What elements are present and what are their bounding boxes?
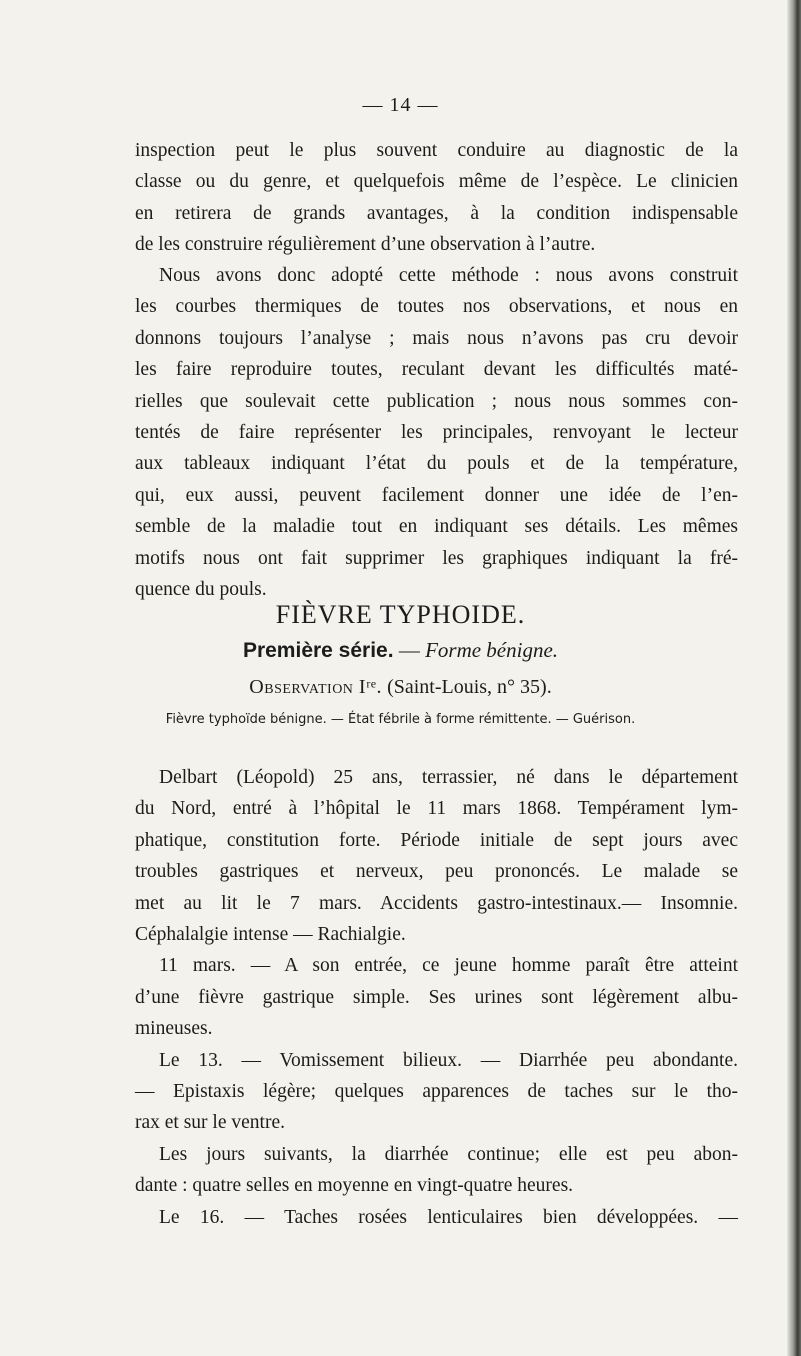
series-heading: [0, 638, 801, 663]
text-line: Delbart (Léopold) 25 ans, terrassier, né dans le département: [159, 767, 738, 788]
text-line: du Nord, entré à l’hôpital le 11 mars 1868. Tempérament lym-: [135, 798, 738, 820]
text-line: Le 16. — Taches rosées lenticulaires bien développées. —: [159, 1206, 738, 1228]
series-form: Forme bénigne.: [425, 638, 559, 662]
text-line: rax et sur le ventre.: [135, 1112, 285, 1134]
text-line: 11 mars. — A son entrée, ce jeune homme paraît être atteint: [159, 955, 738, 977]
text-line: Les jours suivants, la diarrhée continue; elle est peu abon-: [159, 1143, 738, 1165]
text-line: troubles gastriques et nerveux, peu prononcés. Le malade se: [135, 861, 738, 883]
text-line: Céphalalgie intense — Rachialgie.: [135, 924, 406, 946]
text-line: d’une fièvre gastrique simple. Ses urines sont légèrement albu-: [135, 986, 738, 1008]
observation-subtitle: Fièvre typhoïde bénigne. — État fébrile à forme rémittente. — Guérison.: [165, 712, 636, 727]
observation-location: (Saint-Louis, n° 35).: [382, 676, 552, 698]
text-line: inspection peut le plus souvent conduire au diagnostic de la: [135, 140, 738, 161]
text-line: classe ou du genre, et quelquefois même de l’espèce. Le clinicien: [135, 171, 738, 193]
series-dash: —: [393, 638, 426, 662]
observation-heading: [0, 676, 801, 699]
text-line: motifs nous ont fait supprimer les graphiques indiquant la fré-: [135, 547, 738, 569]
text-line: en retirera de grands avantages, à la condition indispensable: [135, 202, 738, 224]
text-line: Nous avons donc adopté cette méthode : nous avons construit: [159, 265, 738, 286]
text-line: phatique, constitution forte. Période initiale de sept jours avec: [135, 829, 738, 851]
text-line: semble de la maladie tout en indiquant ses détails. Les mêmes: [135, 516, 738, 538]
text-line: de les construire régulièrement d’une observation à l’autre.: [135, 234, 596, 256]
text-line: les courbes thermiques de toutes nos observations, et nous en: [135, 296, 738, 318]
text-line: aux tableaux indiquant l’état du pouls et de la température,: [135, 453, 738, 475]
text-line: rielles que soulevait cette publication ; nous nous sommes con-: [135, 390, 738, 412]
page-number: — 14 —: [362, 94, 439, 116]
text-line: mineuses.: [135, 1018, 213, 1040]
method-paragraph: [135, 260, 738, 605]
text-line: donnons toujours l’analyse ; mais nous n’avons pas cru devoir: [135, 327, 738, 349]
series-label: Première série.: [242, 639, 394, 662]
text-line: — Epistaxis légère; quelques apparences de taches sur le tho-: [135, 1081, 738, 1103]
text-line: dante : quatre selles en moyenne en vingt-quatre heures.: [135, 1175, 574, 1197]
text-line: tentés de faire représenter les principales, renvoyant le lecteur: [135, 422, 738, 444]
text-line: met au lit le 7 mars. Accidents gastro-intestinaux.— Insomnie.: [135, 892, 738, 914]
chapter-title: FIÈVRE TYPHOIDE.: [275, 600, 526, 629]
text-line: les faire reproduire toutes, reculant devant les difficultés maté-: [135, 359, 738, 381]
text-line: Le 13. — Vomissement bilieux. — Diarrhée peu abondante.: [159, 1049, 738, 1071]
text-line: quence du pouls.: [135, 579, 267, 601]
observation-label: Observation Iʳᵉ.: [249, 676, 383, 698]
intro-paragraph: [135, 135, 738, 261]
case-paragraph: [135, 762, 738, 1233]
text-line: qui, eux aussi, peuvent facilement donner une idée de l’en-: [135, 484, 738, 506]
